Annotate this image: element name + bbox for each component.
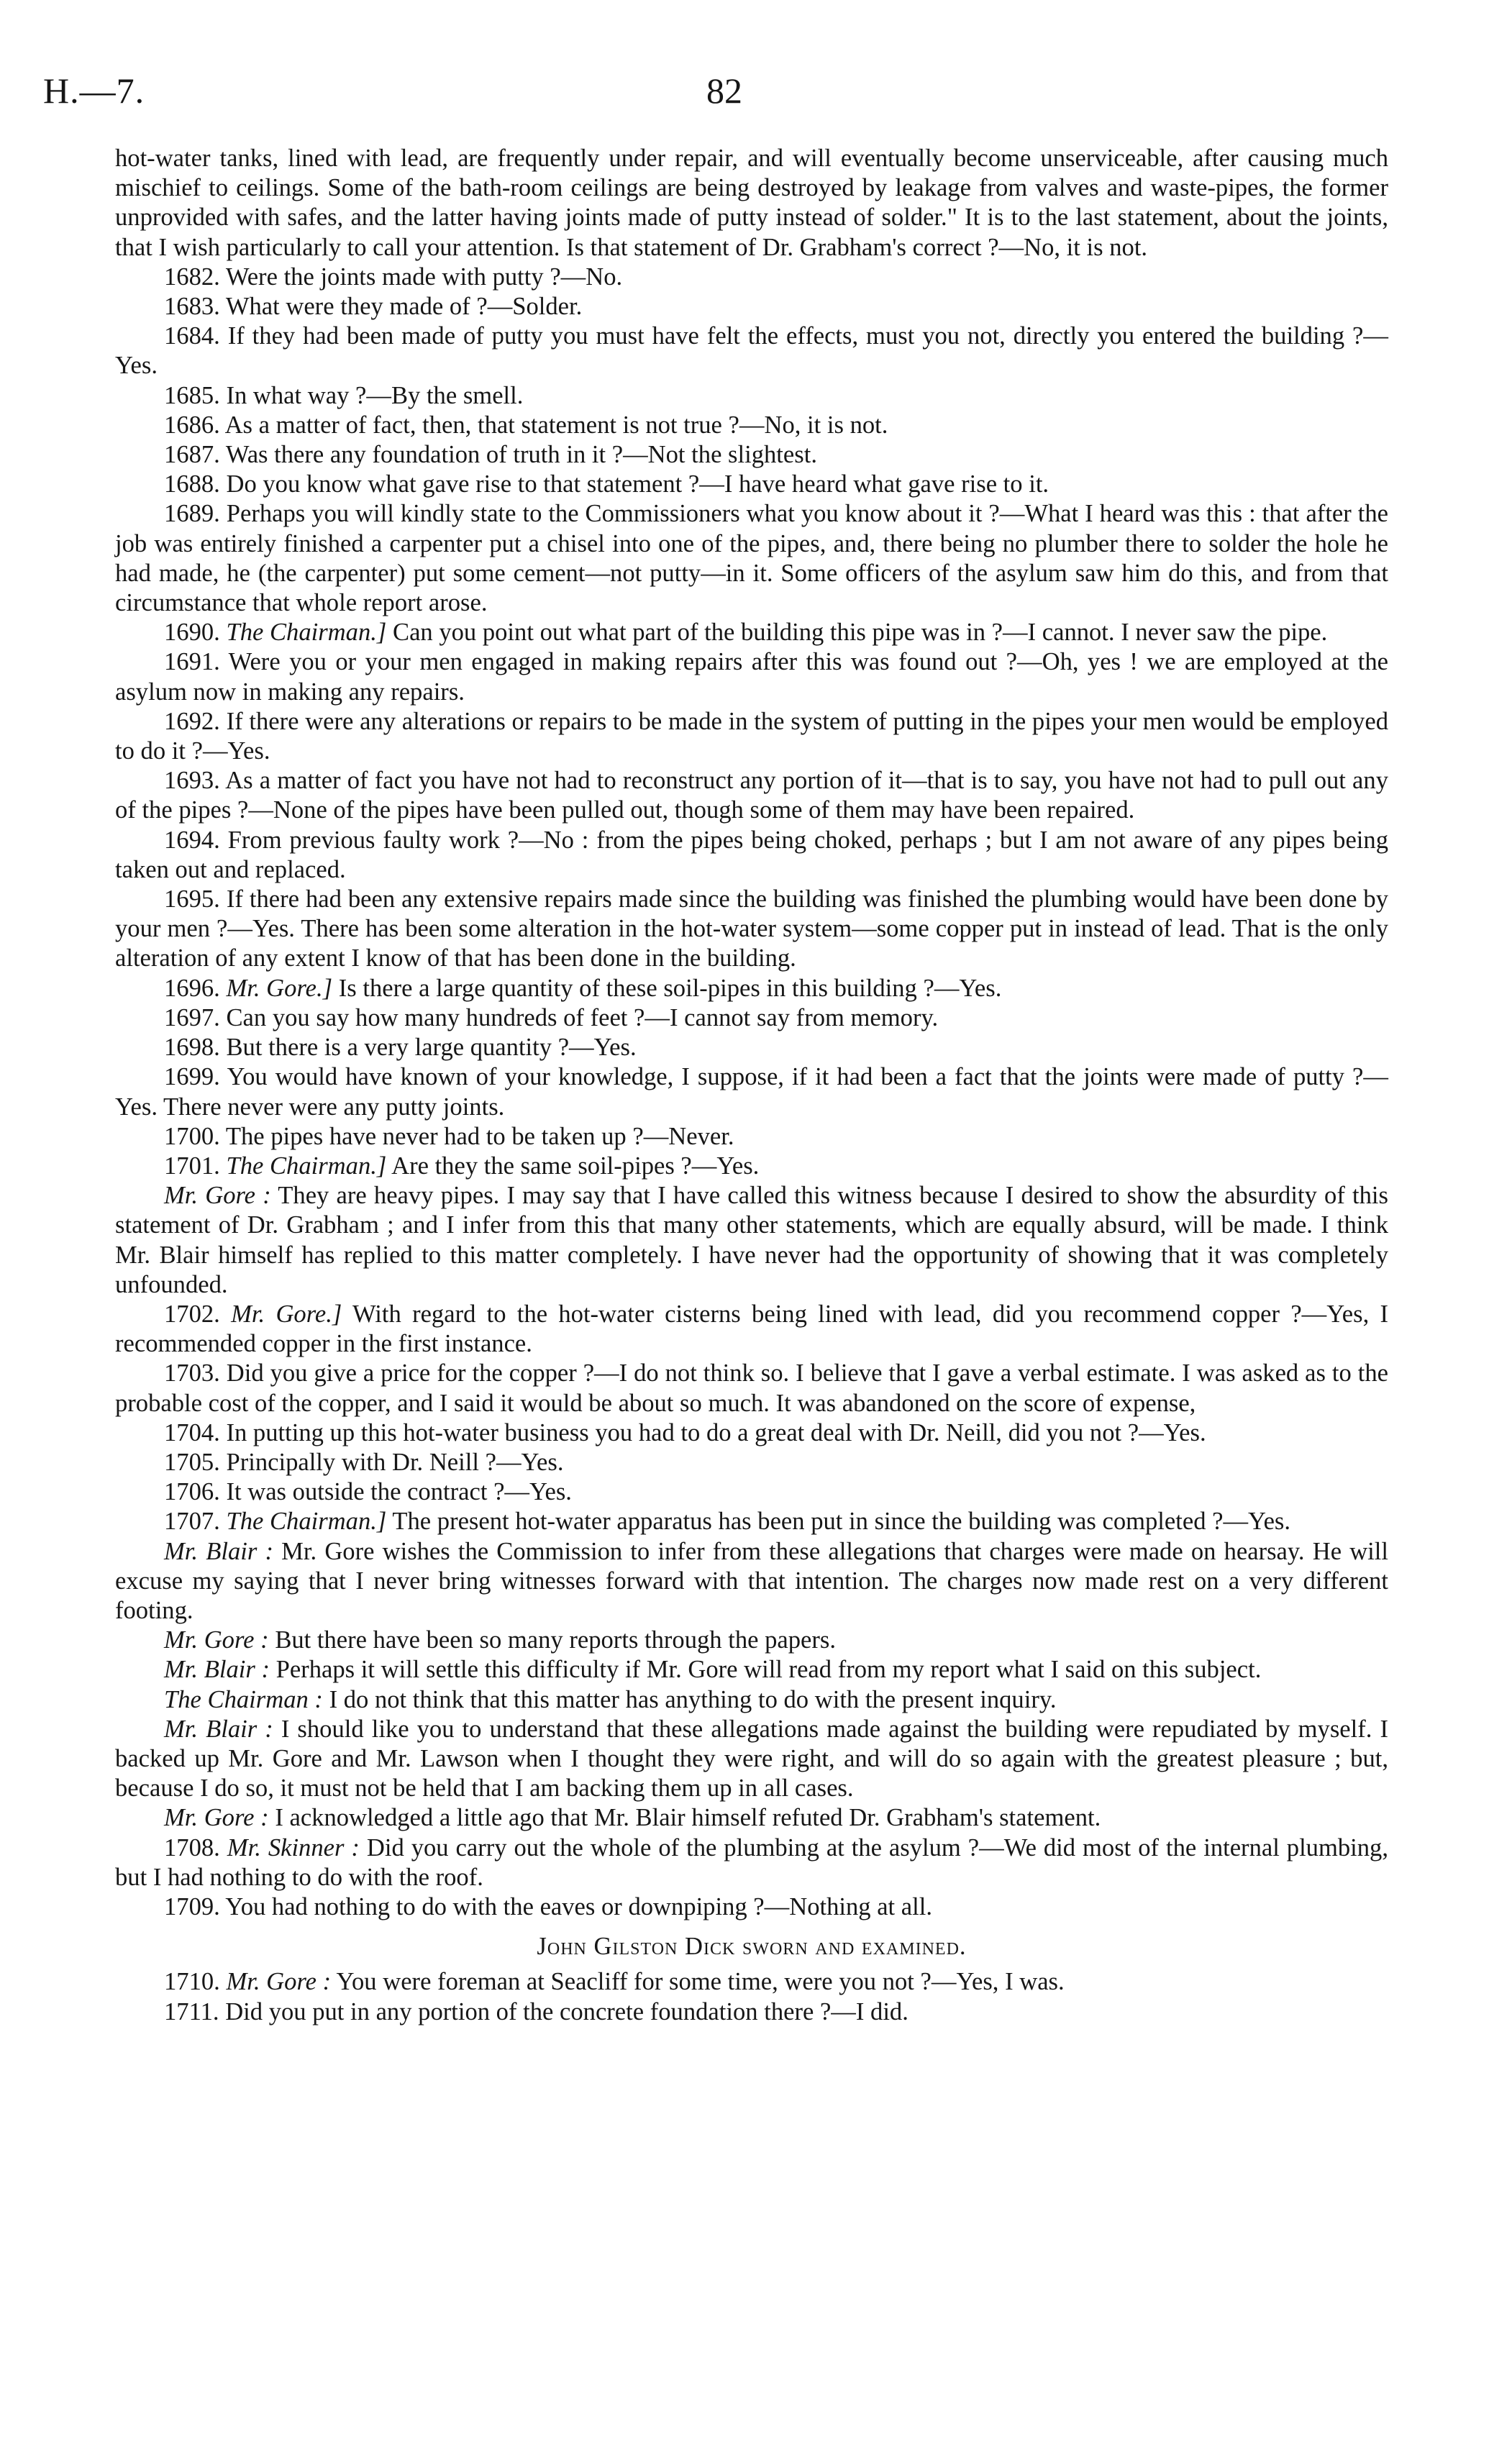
question-paragraph [115, 1477, 1388, 1507]
question-text: Did you put in any portion of the concrete foundation there ?—I did. [225, 1997, 908, 2026]
question-number: 1697. [164, 1003, 220, 1031]
question-text: Mr. Gore wishes the Commission to infer from these allegations that charges were made on hearsay. He will excuse my saying that I never bring witnesses forward with that intention. The charges now made rest on a very different footing. [115, 1537, 1389, 1624]
question-number: 1703. [164, 1359, 220, 1387]
question-text: Is there a large quantity of these soil-pipes in this building ?—Yes. [338, 974, 1002, 1002]
question-list-continued [115, 1967, 1388, 2026]
question-text: Was there any foundation of truth in it ?—Not the slightest. [225, 441, 817, 469]
continuation-paragraph: hot-water tanks, lined with lead, are frequently under repair, and will eventually become unserviceable, after causing much mischief to ceilings. Some of the bath-room ceilings are being destroyed by leakage from valves and waste-pipes, the former unprovided with safes, and the latter having joints made of putty instead of solder." It is to the last statement, about the joints, that I wish particularly to call your attention. Is that statement of Dr. Grabham's correct ?—No, it is not. [115, 145, 1388, 261]
question-paragraph [115, 1122, 1388, 1152]
question-text: What were they made of ?—Solder. [225, 293, 583, 321]
question-text: The present hot-water apparatus has been put in since the building was completed ?—Yes. [392, 1508, 1291, 1536]
question-paragraph [115, 263, 1388, 292]
question-number: 1711. [164, 1997, 219, 2026]
question-text: You had nothing to do with the eaves or downpiping ?—Nothing at all. [225, 1892, 933, 1920]
question-paragraph [115, 885, 1388, 974]
question-number: 1687. [164, 441, 220, 469]
question-paragraph [115, 440, 1388, 470]
question-paragraph [115, 766, 1388, 825]
question-text: But there have been so many reports through the papers. [275, 1626, 837, 1654]
question-list [115, 263, 1388, 1922]
question-text: As a matter of fact you have not had to reconstruct any portion of it—that is to say, you have not had to pull out any of the pipes ?—None of the pipes have been pulled out, though some of them may have been repaired. [115, 767, 1388, 824]
question-text: In putting up this hot-water business you had to do a great deal with Dr. Neill, did you not ?—Yes. [226, 1418, 1206, 1446]
question-text: Did you give a price for the copper ?—I do not think so. I believe that I gave a verbal estimate. I was asked as to the probable cost of the copper, and I said it would be about so much. It was abandoned on the score of expense, [115, 1359, 1388, 1417]
question-text: You were foreman at Seacliff for some time, were you not ?—Yes, I was. [336, 1968, 1065, 1996]
question-text: It was outside the contract ?—Yes. [226, 1478, 572, 1506]
speaker-label: Mr. Gore.] [226, 974, 333, 1002]
document-body [115, 144, 1388, 2027]
question-paragraph [115, 1626, 1388, 1655]
question-paragraph [115, 411, 1388, 440]
question-number: 1692. [164, 707, 220, 735]
question-number: 1702. [164, 1300, 220, 1328]
question-number: 1691. [164, 648, 220, 676]
question-text: I should like you to understand that these allegations made against the building were repudiated by myself. I backed up Mr. Gore and Mr. Lawson when I thought they were right, and will do so again with the greatest pleasure ; but, because I do so, it must not be held that I am backing them up in all cases. [115, 1715, 1388, 1803]
question-paragraph [115, 292, 1388, 322]
question-text: As a matter of fact, then, that statement is not true ?—No, it is not. [224, 411, 888, 439]
question-text: They are heavy pipes. I may say that I have called this witness because I desired to show the absurdity of this statement of Dr. Grabham ; and I infer from this that many other statements, which are equally absurd, will be made. I think Mr. Blair himself has replied to this matter completely. I have never had the opportunity of showing that it was completely unfounded. [115, 1182, 1388, 1298]
question-paragraph [115, 1003, 1388, 1033]
question-paragraph [115, 1892, 1388, 1922]
question-paragraph [115, 470, 1388, 499]
question-number: 1689. [164, 500, 220, 528]
question-paragraph [115, 1359, 1388, 1418]
question-number: 1710. [164, 1968, 220, 1996]
question-paragraph [115, 1448, 1388, 1477]
speaker-label: Mr. Blair : [164, 1656, 270, 1684]
question-number: 1682. [164, 263, 220, 291]
question-paragraph [115, 1033, 1388, 1062]
question-paragraph [115, 826, 1388, 885]
speaker-label: Mr. Blair : [164, 1715, 273, 1743]
speaker-label: The Chairman.] [226, 1508, 387, 1536]
question-paragraph [115, 1833, 1388, 1892]
question-text: Principally with Dr. Neill ?—Yes. [226, 1448, 564, 1476]
question-text: If there were any alterations or repairs to be made in the system of putting in the pipes your men would be employed to do it ?—Yes. [115, 707, 1388, 765]
question-number: 1684. [164, 322, 220, 350]
question-number: 1690. [164, 619, 220, 647]
question-text: Did you carry out the whole of the plumbing at the asylum ?—We did most of the internal plumbing, but I had nothing to do with the roof. [115, 1833, 1388, 1891]
question-text: Were the joints made with putty ?—No. [225, 263, 623, 291]
question-paragraph [115, 1152, 1388, 1181]
question-text: Can you point out what part of the building this pipe was in ?—I cannot. I never saw the pipe. [393, 619, 1328, 647]
question-number: 1688. [164, 470, 220, 498]
question-paragraph [115, 974, 1388, 1003]
question-paragraph [115, 381, 1388, 411]
question-number: 1695. [164, 885, 220, 913]
speaker-label: Mr. Skinner : [227, 1833, 360, 1862]
question-paragraph [115, 1507, 1388, 1536]
question-text: I do not think that this matter has anything to do with the present inquiry. [329, 1685, 1057, 1713]
question-paragraph [115, 647, 1388, 706]
speaker-label: Mr. Blair : [164, 1537, 273, 1565]
question-text: From previous faulty work ?—No : from the pipes being choked, perhaps ; but I am not aware of any pipes being taken out and replaced. [115, 826, 1388, 883]
speaker-label: Mr. Gore : [226, 1968, 332, 1996]
question-number: 1696. [164, 974, 220, 1002]
question-paragraph [115, 1300, 1388, 1359]
question-number: 1709. [164, 1892, 220, 1920]
question-number: 1707. [164, 1508, 220, 1536]
question-text: But there is a very large quantity ?—Yes. [226, 1034, 637, 1062]
speaker-label: The Chairman.] [226, 619, 387, 647]
question-text: The pipes have never had to be taken up ?—Never. [225, 1122, 734, 1150]
speaker-label: Mr. Gore.] [231, 1300, 342, 1328]
speaker-label: The Chairman.] [226, 1152, 387, 1180]
question-paragraph [115, 1181, 1388, 1300]
question-paragraph [115, 1537, 1388, 1626]
question-number: 1683. [164, 293, 220, 321]
question-paragraph [115, 1803, 1388, 1833]
question-text: Perhaps you will kindly state to the Commissioners what you know about it ?—What I heard was this : that after the job was entirely finished a carpenter put a chisel into one of the pipes, and, there being no plumber there to solder the hole he had made, he (the carpenter) put some cement—not putty—in it. Some officers of the asylum saw him do this, and from that circumstance that whole report arose. [115, 500, 1388, 617]
question-number: 1685. [164, 381, 220, 409]
question-text: Do you know what gave rise to that statement ?—I have heard what gave rise to it. [226, 470, 1049, 498]
question-number: 1694. [164, 826, 220, 854]
question-text: With regard to the hot-water cisterns being lined with lead, did you recommend copper ?—Yes, I recommended copper in the first instance. [115, 1300, 1389, 1358]
question-number: 1699. [164, 1063, 220, 1091]
question-number: 1701. [164, 1152, 220, 1180]
page-reference: H.—7. [43, 70, 145, 111]
question-text: Perhaps it will settle this difficulty if Mr. Gore will read from my report what I said on this subject. [275, 1656, 1262, 1684]
question-text: In what way ?—By the smell. [226, 381, 524, 409]
question-paragraph [115, 1715, 1388, 1804]
question-text: You would have known of your knowledge, I suppose, if it had been a fact that the joints were made of putty ?—Yes. There never were any putty joints. [115, 1063, 1388, 1121]
question-paragraph [115, 1655, 1388, 1685]
question-number: 1704. [164, 1418, 220, 1446]
question-paragraph [115, 1418, 1388, 1448]
question-number: 1700. [164, 1122, 220, 1150]
question-text: Are they the same soil-pipes ?—Yes. [391, 1152, 760, 1180]
question-number: 1686. [164, 411, 220, 439]
question-paragraph [115, 1967, 1388, 1997]
question-text: If there had been any extensive repairs made since the building was finished the plumbing would have been done by your men ?—Yes. There has been some alteration in the hot-water system—some copper put in instead of lead. That is the only alteration of any extent I know of that has been done in the building. [115, 885, 1388, 972]
question-text: Were you or your men engaged in making repairs after this was found out ?—Oh, yes ! we are employed at the asylum now in making any repairs. [115, 648, 1388, 706]
question-paragraph [115, 1685, 1388, 1715]
page-number: 82 [706, 70, 742, 111]
question-paragraph [115, 499, 1388, 618]
question-paragraph [115, 618, 1388, 647]
question-paragraph [115, 322, 1388, 381]
speaker-label: Mr. Gore : [164, 1626, 269, 1654]
question-number: 1705. [164, 1448, 220, 1476]
question-paragraph [115, 1997, 1388, 2027]
question-paragraph [115, 707, 1388, 766]
witness-heading: John Gilston Dick sworn and examined. [537, 1933, 967, 1961]
question-text: If they had been made of putty you must have felt the effects, must you not, directly you entered the building ?—Yes. [115, 322, 1388, 380]
question-number: 1706. [164, 1478, 220, 1506]
question-text: Can you say how many hundreds of feet ?—I cannot say from memory. [226, 1003, 939, 1031]
speaker-label: The Chairman : [164, 1685, 323, 1713]
speaker-label: Mr. Gore : [164, 1182, 271, 1210]
question-text: I acknowledged a little ago that Mr. Blair himself refuted Dr. Grabham's statement. [275, 1804, 1101, 1832]
question-number: 1693. [164, 767, 220, 795]
question-number: 1698. [164, 1034, 220, 1062]
speaker-label: Mr. Gore : [164, 1804, 269, 1832]
question-number: 1708. [164, 1833, 220, 1862]
question-paragraph [115, 1062, 1388, 1121]
